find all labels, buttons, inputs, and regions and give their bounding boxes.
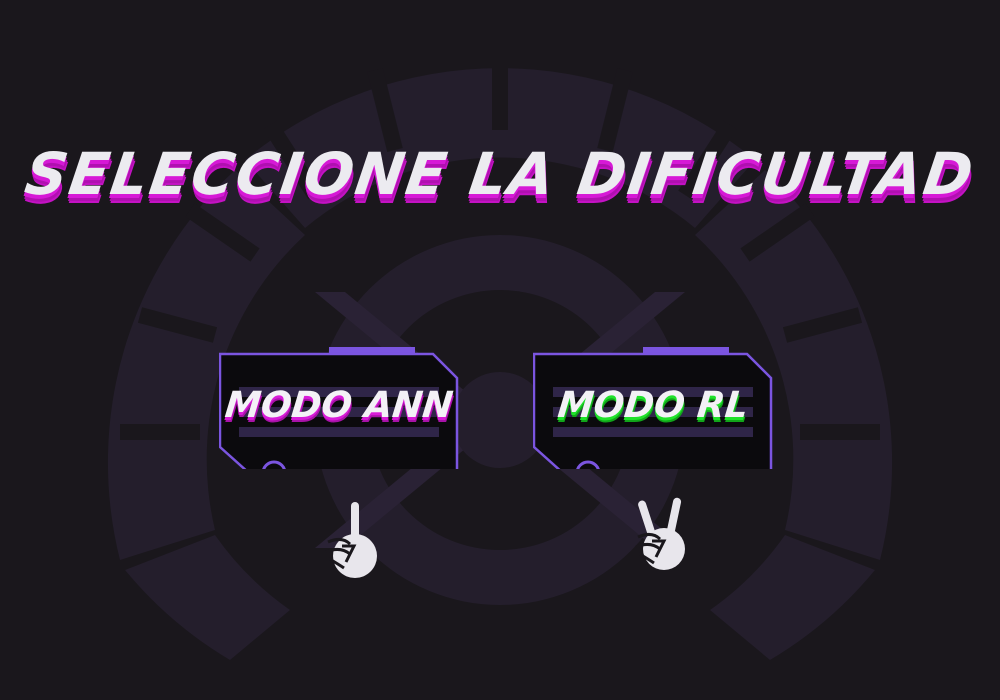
one-finger-hand-icon: [320, 500, 380, 580]
peace-sign-hand-icon: [630, 495, 690, 575]
mode-rl-button[interactable]: [533, 347, 773, 469]
page-title: SELECCIONE LA DIFICULTAD: [21, 140, 979, 208]
mode-rl-label: MODO RL: [555, 385, 751, 426]
mode-ann-label: MODO ANN: [223, 385, 455, 426]
mode-ann-button[interactable]: [219, 347, 459, 469]
